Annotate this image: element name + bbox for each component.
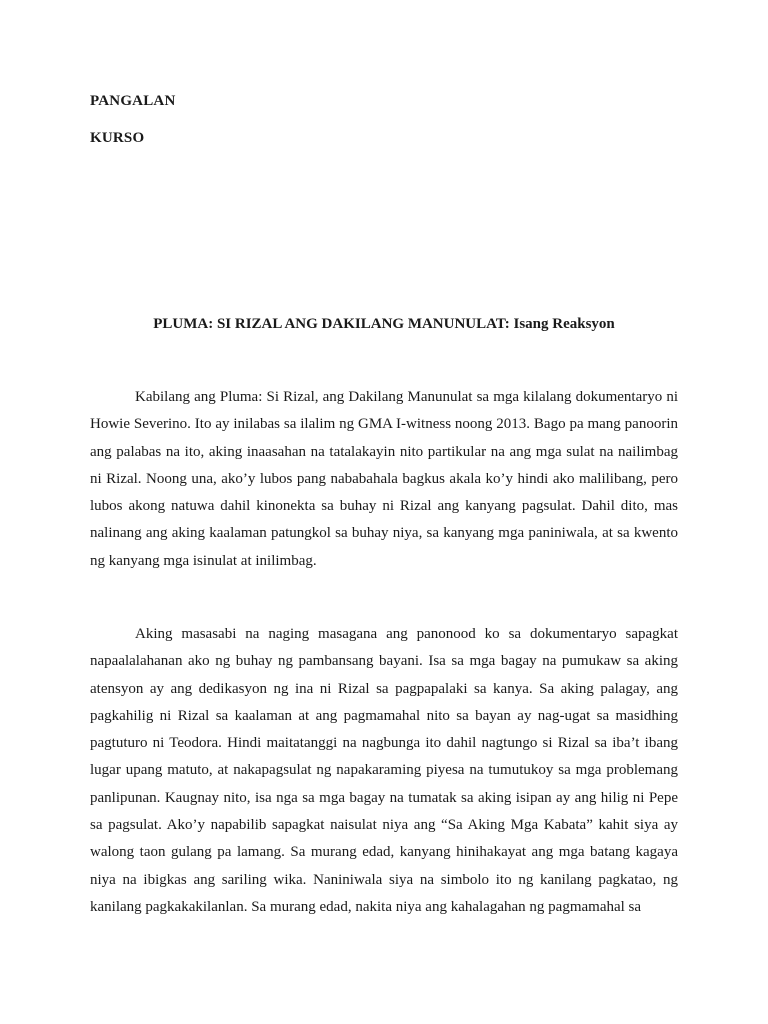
course-label: KURSO xyxy=(90,130,145,146)
document-title: PLUMA: SI RIZAL ANG DAKILANG MANUNULAT: Isang Reaksyon xyxy=(153,316,615,332)
name-label: PANGALAN xyxy=(90,93,176,109)
body-paragraph: Kabilang ang Pluma: Si Rizal, ang Dakilang Manunulat sa mga kilalang dokumentaryo ni Howie Severino. Ito ay inilabas sa ilalim ng GMA I-witness noong 2013. Bago pa mang panoorin ang palabas na ito, aking inaasahan na tatalakayin nito partikular na ang mga sulat na nailimbag ni Rizal. Noong una, ako’y lubos pang nababahala bagkus akala ko’y hindi ako malilibang, pero lubos akong natuwa dahil kinonekta sa buhay ni Rizal ang kanyang pagsulat. Dahil dito, mas nalinang ang aking kaalaman patungkol sa buhay niya, sa kanyang mga paniniwala, at sa kwento ng kanyang mga isinulat at inilimbag. xyxy=(90,389,678,569)
body-paragraph: Aking masasabi na naging masagana ang panonood ko sa dokumentaryo sapagkat napaalalahanan ako ng buhay ng pambansang bayani. Isa sa mga bagay na pumukaw sa aking atensyon ay ang dedikasyon ng ina ni Rizal sa pagpapalaki sa kanya. Sa aking palagay, ang pagkahilig ni Rizal sa kaalaman at ang pagmamahal nito sa bayan ay nag-ugat sa masidhing pagtuturo ni Teodora. Hindi maitatanggi na nagbunga ito dahil nagtungo si Rizal sa iba’t ibang lugar upang matuto, at nakapagsulat ng napakaraming piyesa na tumutukoy sa mga problemang panlipunan. Kaugnay nito, isa nga sa mga bagay na tumatak sa aking isipan ay ang hilig ni Pepe sa pagsulat. Ako’y napabilib sapagkat naisulat niya ang “Sa Aking Mga Kabata” kahit siya ay walong taon gulang pa lamang. Sa murang edad, kanyang hinihakayat ang mga batang kagaya niya na ibigkas ang sariling wika. Naniniwala siya na simbolo ito ng kanilang pagkatao, ng kanilang pagkakakilanlan. Sa murang edad, nakita niya ang kahalagahan ng pagmamahal sa xyxy=(90,626,678,915)
